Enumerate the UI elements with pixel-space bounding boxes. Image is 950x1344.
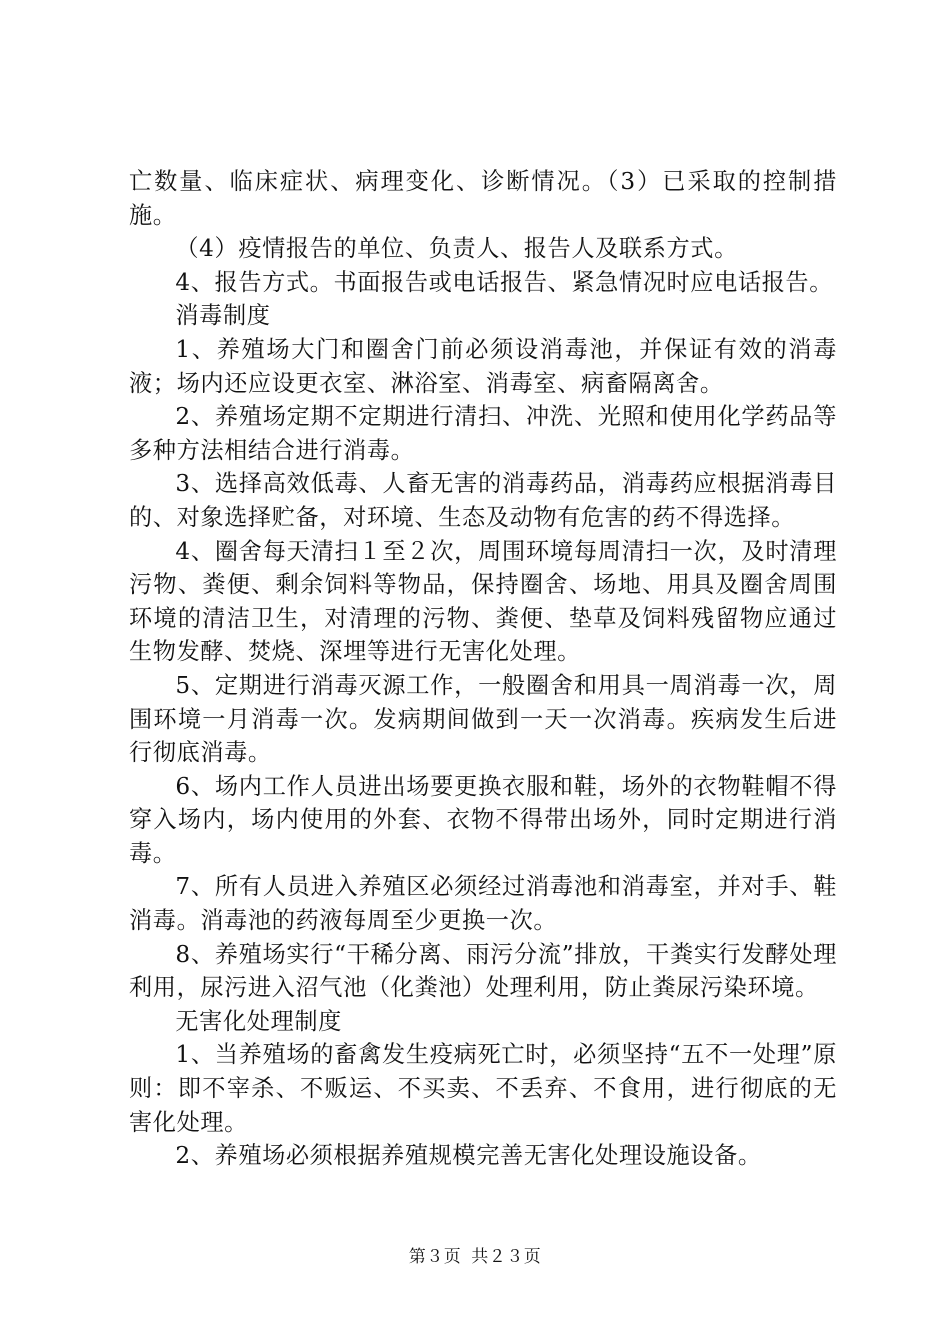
paragraph: 6、场内工作人员进出场要更换衣服和鞋，场外的衣物鞋帽不得穿入场内，场内使用的外套、衣物不得带出场外，同时定期进行消毒。 [129, 772, 837, 867]
paragraph: 1、养殖场大门和圈舍门前必须设消毒池，并保证有效的消毒液；场内还应设更衣室、淋浴室、消毒室、病畜隔离舍。 [129, 335, 837, 397]
paragraph: （4）疫情报告的单位、负责人、报告人及联系方式。 [175, 235, 738, 263]
paragraph: 5、定期进行消毒灭源工作，一般圈舍和用具一周消毒一次，周围环境一月消毒一次。发病期间做到一天一次消毒。疾病发生后进行彻底消毒。 [129, 671, 837, 767]
document-body [129, 165, 837, 1173]
paragraph: 2、养殖场必须根据养殖规模完善无害化处理设施设备。 [175, 1142, 762, 1170]
paragraph: 4、圈舍每天清扫１至２次，周围环境每周清扫一次，及时清理污物、粪便、剩余饲料等物品，保持圈舍、场地、用具及圈舍周围环境的清洁卫生，对清理的污物、粪便、垫草及饲料残留物应通过生物发酵、焚烧、深埋等进行无害化处理。 [129, 537, 837, 666]
paragraph: 4、报告方式。书面报告或电话报告、紧急情况时应电话报告。 [175, 268, 834, 296]
paragraph: 3、选择高效低毒、人畜无害的消毒药品，消毒药应根据消毒目的、对象选择贮备，对环境、生态及动物有危害的药不得选择。 [129, 470, 837, 531]
paragraph: 7、所有人员进入养殖区必须经过消毒池和消毒室，并对手、鞋消毒。消毒池的药液每周至少更换一次。 [129, 873, 837, 935]
page-number: 第３页 [408, 1247, 462, 1267]
paragraph: 2、养殖场定期不定期进行清扫、冲洗、光照和使用化学药品等多种方法相结合进行消毒。 [129, 403, 837, 464]
paragraph: 8、养殖场实行“干稀分离、雨污分流”排放，干粪实行发酵处理利用，尿污进入沼气池（化粪池）处理利用，防止粪尿污染环境。 [129, 940, 837, 1002]
paragraph: 亡数量、临床症状、病理变化、诊断情况。（3）已采取的控制措施。 [129, 168, 837, 229]
section-heading-disinfection: 消毒制度 [175, 302, 271, 330]
paragraph: 1、当养殖场的畜禽发生疫病死亡时，必须坚持“五不一处理”原则：即不宰杀、不贩运、不买卖、不丢弃、不食用，进行彻底的无害化处理。 [129, 1041, 837, 1136]
page-footer [0, 1242, 950, 1267]
section-heading-harmless-treatment: 无害化处理制度 [175, 1007, 342, 1035]
page-total: 共２３页 [471, 1247, 542, 1267]
